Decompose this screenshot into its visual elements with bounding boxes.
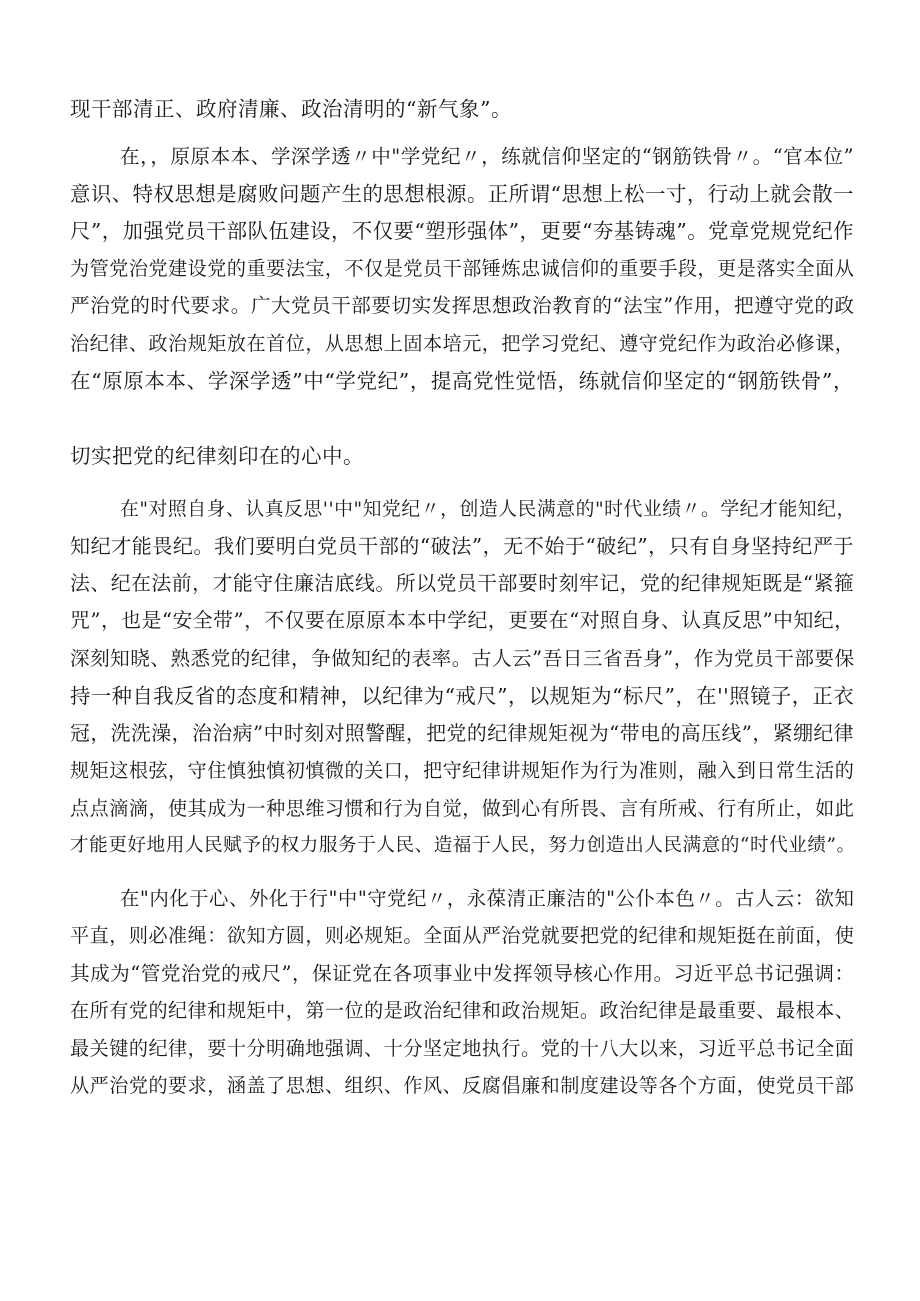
- text-line: 规矩这根弦，守住慎独慎初慎微的关口，把守纪律讲规矩作为行为准则，融入到日常生活的: [70, 759, 855, 782]
- text-line: 平直，则必准绳：欲知方圆，则必规矩。全面从严治党就要把党的纪律和规矩挺在前面，使: [70, 924, 855, 947]
- text-line: 严治党的时代要求。广大党员干部要切实发挥思想政治教育的“法宝”作用，把遵守党的政: [70, 294, 855, 317]
- text-line: 尺”，加强党员干部队伍建设，不仅要“塑形强体”，更要“夯基铸魂”。党章党规党纪作: [70, 219, 854, 243]
- text-line: 切实把党的纪律刻印在的心中。: [70, 444, 364, 468]
- text-line: 为管党治党建设党的重要法宝，不仅是党员干部锤炼忠诚信仰的重要手段，更是落实全面从: [70, 257, 855, 280]
- text-line: 点点滴滴，使其成为一种思维习惯和行为自觉，做到心有所畏、言有所戒、行有所止，如此: [70, 797, 855, 820]
- text-line: 持一种自我反省的态度和精神，以纪律为“戒尺”，以规矩为“标尺”，在''照镜子，正衣: [70, 684, 855, 708]
- text-line: 才能更好地用人民赋予的权力服务于人民、造福于人民，努力创造出人民满意的“时代业绩”。: [70, 835, 856, 856]
- text-line: 在所有党的纪律和规矩中，第一位的是政治纪律和政治规矩。政治纪律是最重要、最根本、: [70, 999, 855, 1022]
- paragraph-first-line: 在"对照自身、认真反思''中"知党纪〃，创造人民满意的"时代业绩〃。学纪才能知纪，: [120, 498, 856, 520]
- paragraph-first-line: 在，，原原本本、学深学透〃中"学党纪〃，练就信仰坚定的“钢筋铁骨〃。“官本位”: [120, 145, 854, 168]
- text-line: 现干部清正、政府清廉、政治清明的“新气象”。: [70, 97, 512, 121]
- text-line: 深刻知晓、熟悉党的纪律，争做知纪的表率。古人云”吾日三省吾身”，作为党员干部要保: [70, 647, 855, 670]
- text-line: 治纪律、政治规矩放在首位，从思想上固本培元，把学习党纪、遵守党纪作为政治必修课，: [70, 332, 855, 355]
- text-line: 在“原原本本、学深学透”中“学党纪”，提高党性觉悟，练就信仰坚定的“钢筋铁骨”，: [70, 369, 854, 393]
- text-line: 最关键的纪律，要十分明确地强调、十分坚定地执行。党的十八大以来，习近平总书记全面: [70, 1037, 855, 1060]
- text-line: 知纪才能畏纪。我们要明白党员干部的“破法”，无不始于“破纪”，只有自身坚持纪严于: [70, 534, 854, 558]
- text-line: 其成为“管党治党的戒尺”，保证党在各项事业中发挥领导核心作用。习近平总书记强调：: [70, 962, 855, 985]
- text-line: 咒”，也是“安全带”，不仅要在原原本本中学纪，更要在“对照自身、认真反思”中知纪，: [70, 609, 855, 632]
- text-line: 从严治党的要求，涵盖了思想、组织、作风、反腐倡廉和制度建设等各个方面，使党员干部: [70, 1074, 855, 1097]
- text-line: 冠，洗洗澡，治治病”中时刻对照警醒，把党的纪律规矩视为“带电的高压线”，紧绷纪律: [70, 722, 855, 745]
- paragraph-first-line: 在"内化于心、外化于行"中"守党纪〃，永葆清正廉洁的"公仆本色〃。古人云：欲知: [120, 887, 855, 910]
- text-line: 意识、特权思想是腐败问题产生的思想根源。正所谓“思想上松一寸，行动上就会散一: [70, 182, 854, 206]
- text-line: 法、纪在法前，才能守住廉洁底线。所以党员干部要时刻牢记，党的纪律规矩既是“紧箍: [70, 572, 855, 595]
